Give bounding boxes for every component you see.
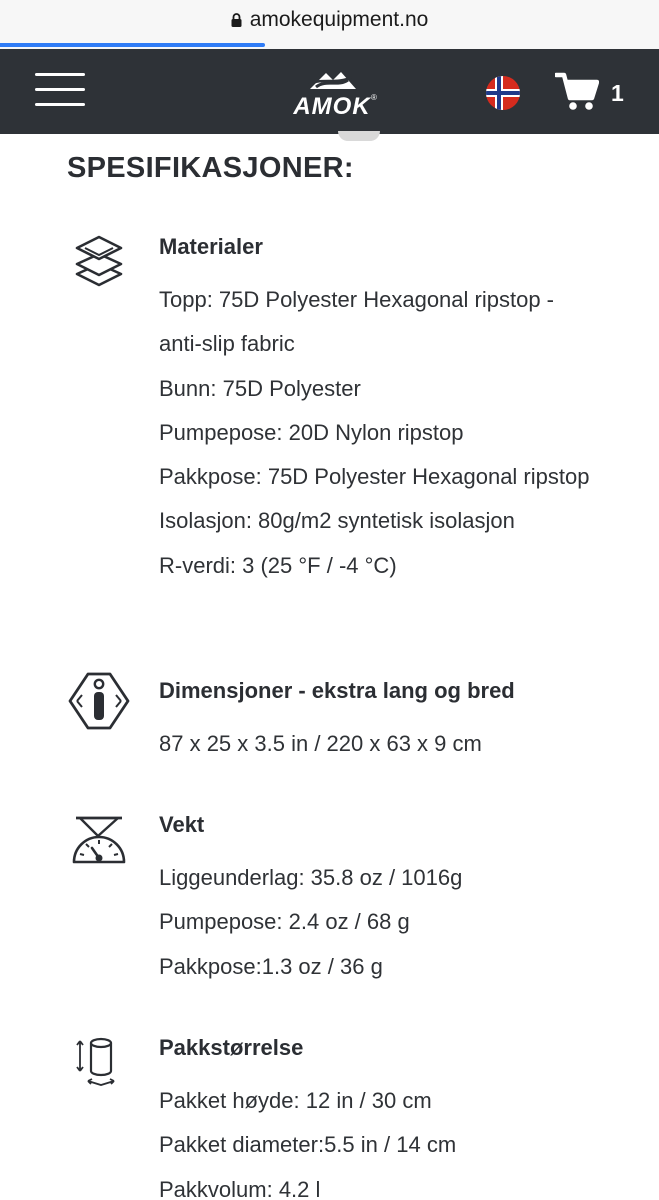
cart-count-badge[interactable]: 1 — [611, 80, 624, 106]
spec-line: Pakkpose: 75D Polyester Hexagonal ripstop — [159, 464, 590, 490]
norway-flag-icon[interactable] — [486, 76, 520, 110]
spec-heading: Dimensjoner - ekstra lang og bred — [159, 678, 515, 703]
spec-line: Topp: 75D Polyester Hexagonal ripstop - anti-slip fabric — [159, 287, 554, 357]
dimensions-icon — [68, 672, 130, 730]
layers-icon — [73, 234, 125, 288]
spec-line: Liggeunderlag: 35.8 oz / 1016g — [159, 865, 463, 890]
logo-registered-mark: ® — [371, 93, 377, 102]
cylinder-icon — [76, 1035, 122, 1091]
logo-text: AMOK — [293, 93, 371, 120]
spec-line: Pumpepose: 2.4 oz / 68 g — [159, 909, 410, 935]
spec-line: R-verdi: 3 (25 °F / -4 °C) — [159, 552, 397, 578]
header-scroll-tab — [338, 131, 380, 141]
spec-line: Pakket diameter:5.5 in / 14 cm — [159, 1132, 457, 1158]
browser-url-bar[interactable] — [0, 0, 659, 49]
page-title: SPESIFIKASJONER: — [67, 152, 354, 184]
logo-mark-icon — [286, 63, 378, 93]
spec-line: 87 x 25 x 3.5 in / 220 x 63 x 9 cm — [159, 731, 482, 756]
spec-heading: Materialer — [159, 234, 263, 259]
url-text: amokequipment.no — [249, 8, 429, 31]
amok-logo[interactable] — [286, 63, 378, 121]
spec-heading: Vekt — [159, 812, 205, 837]
menu-icon[interactable] — [35, 73, 85, 107]
page-load-progress — [0, 43, 265, 47]
spec-line: Pumpepose: 20D Nylon ripstop — [159, 419, 464, 445]
spec-line: Isolasjon: 80g/m2 syntetisk isolasjon — [159, 508, 515, 534]
address-field[interactable] — [0, 8, 659, 32]
lock-icon — [231, 13, 242, 27]
spec-line: Pakkpose:1.3 oz / 36 g — [159, 953, 383, 979]
spec-line: Pakket høyde: 12 in / 30 cm — [159, 1088, 432, 1113]
spec-heading: Pakkstørrelse — [159, 1035, 304, 1060]
site-header — [0, 49, 659, 134]
spec-line: Bunn: 75D Polyester — [159, 375, 361, 401]
spec-line: Pakkvolum: 4.2 l — [159, 1176, 321, 1200]
scale-icon — [70, 814, 128, 866]
shopping-cart-icon[interactable] — [555, 71, 599, 111]
